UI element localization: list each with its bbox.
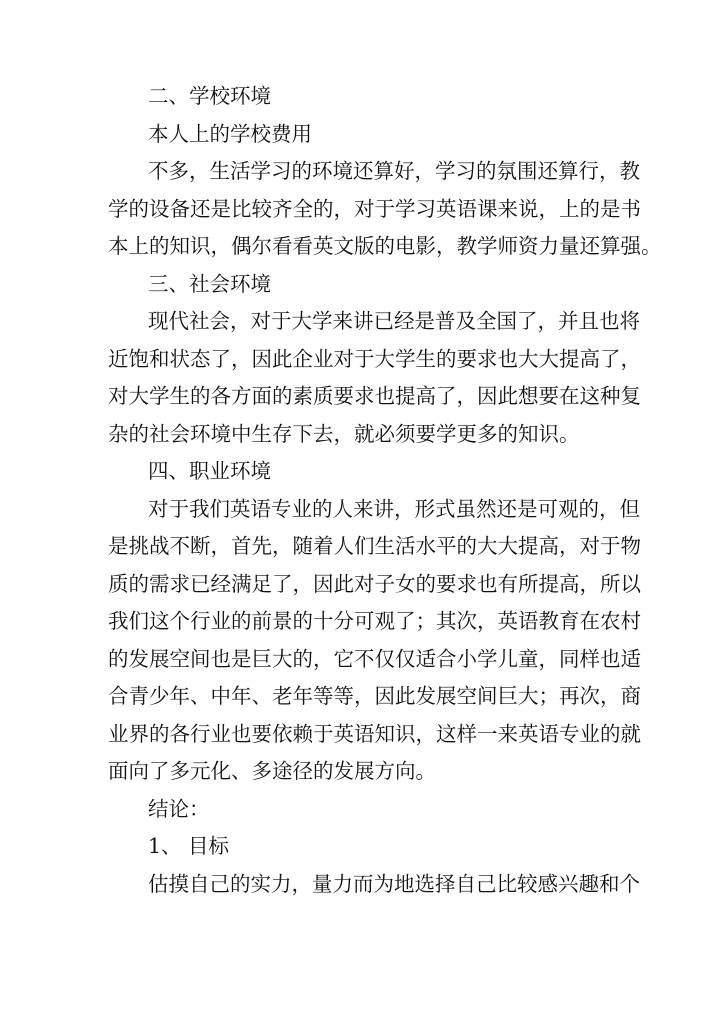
heading-social-environment: 三、社会环境	[148, 271, 271, 296]
paragraph-line: 对大学生的各方面的素质要求也提高了，因此想要在这种复	[108, 384, 641, 408]
heading-conclusion: 结论：	[148, 796, 210, 821]
paragraph-line: 不多，生活学习的环境还算好，学习的氛围还算行，教	[148, 159, 640, 183]
paragraph-line: 面向了多元化、多途径的发展方向。	[108, 759, 436, 783]
paragraph-line: 的发展空间也是巨大的，它不仅仅适合小学儿童，同样也适	[108, 646, 641, 671]
paragraph-line: 本上的知识，偶尔看看英文版的电影，教学师资力量还算强。	[108, 234, 662, 258]
paragraph-line: 质的需求已经满足了，因此对子女的要求也有所提高，所以	[108, 571, 641, 596]
heading-goal: 1、 目标	[148, 834, 230, 858]
paragraph-line: 估摸自己的实力，量力而为地选择自己比较感兴趣和个	[148, 871, 640, 896]
paragraph-line: 合青少年、中年、老年等等，因此发展空间巨大；再次，商	[108, 684, 641, 708]
paragraph-line: 我们这个行业的前景的十分可观了；其次，英语教育在农村	[108, 609, 641, 633]
paragraph-line: 学的设备还是比较齐全的，对于学习英语课来说，上的是书	[108, 196, 641, 221]
paragraph-line: 是挑战不断，首先，随着人们生活水平的大大提高，对于物	[108, 534, 641, 558]
paragraph-line: 对于我们英语专业的人来讲，形式虽然还是可观的，但	[148, 496, 640, 521]
paragraph-line: 业界的各行业也要依赖于英语知识，这样一来英语专业的就	[108, 721, 641, 746]
paragraph-line: 现代社会，对于大学来讲已经是普及全国了，并且也将	[148, 309, 640, 333]
paragraph-line: 杂的社会环境中生存下去，就必须要学更多的知识。	[108, 421, 580, 446]
paragraph-line: 本人上的学校费用	[148, 121, 312, 146]
document-page	[108, 78, 662, 903]
heading-career-environment: 四、职业环境	[148, 459, 271, 483]
heading-school-environment: 二、学校环境	[148, 84, 271, 108]
paragraph-line: 近饱和状态了，因此企业对于大学生的要求也大大提高了，	[108, 346, 641, 371]
